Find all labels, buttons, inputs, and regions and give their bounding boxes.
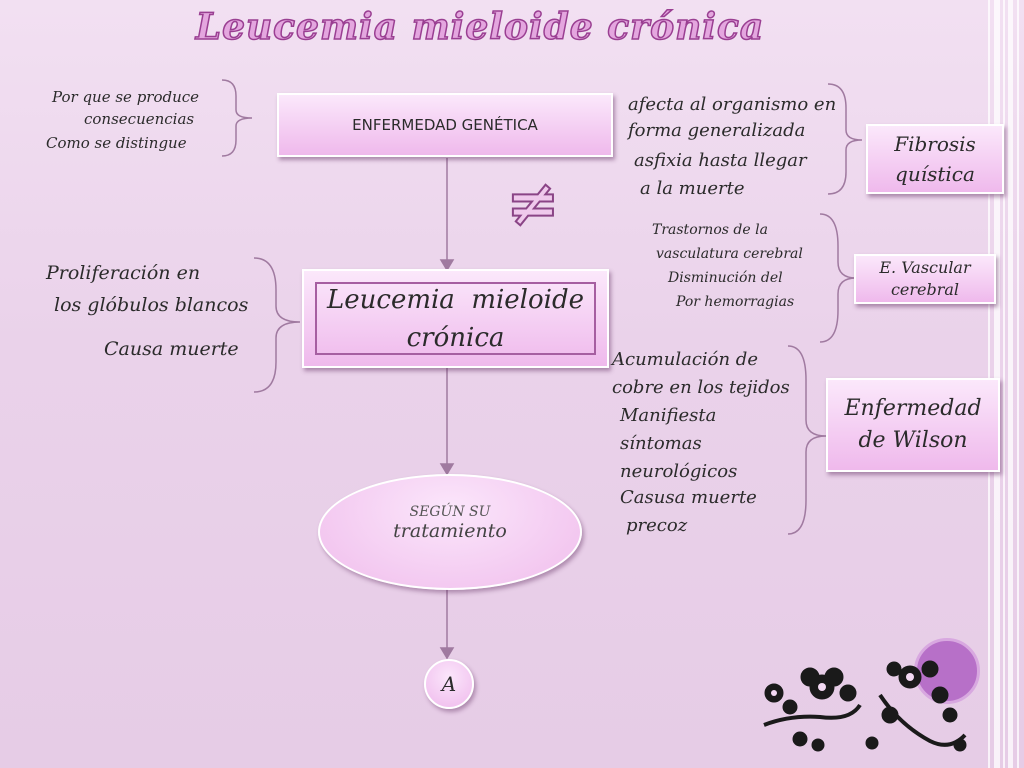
wilson-text-5: neurológicos (620, 461, 738, 482)
wilson-text-1: Acumulación de (612, 349, 758, 370)
question-distinguish: Como se distingue (46, 134, 187, 152)
page-title: Leucemia mieloide crónica (195, 6, 765, 48)
vascular-text-4: Por hemorragias (676, 294, 795, 310)
main-disease-label: Leucemia mieloide crónica (326, 284, 585, 353)
main-disease-box (302, 269, 609, 368)
wilson-text-4: síntomas (620, 433, 702, 454)
wilson-text-3: Manifiesta (620, 405, 717, 426)
flower-ornament-icon (760, 655, 980, 765)
vascular-text-2: vasculatura cerebral (656, 246, 803, 262)
genetic-disease-box (277, 93, 613, 157)
proliferation-line1: Proliferación en (46, 262, 201, 284)
wilson-text-2: cobre en los tejidos (612, 377, 790, 398)
not-equal-symbol: ≠ (506, 166, 560, 241)
fibrosis-text-3: asfixia hasta llegar (634, 150, 807, 171)
treatment-oval (318, 474, 582, 590)
vascular-text-3: Disminución del (668, 270, 783, 286)
vascular-box (854, 254, 996, 304)
genetic-disease-label: ENFERMEDAD GENÉTICA (352, 116, 538, 134)
causes-death-text: Causa muerte (104, 338, 239, 360)
vascular-text-1: Trastornos de la (652, 222, 768, 238)
treatment-oval-small: SEGÚN SU (409, 504, 491, 520)
wilson-box-label: Enfermedad de Wilson (844, 396, 982, 453)
fibrosis-text-4: a la muerte (640, 178, 745, 199)
question-consequences: consecuencias (84, 110, 195, 128)
wilson-text-6: Casusa muerte (620, 487, 757, 508)
connector-circle-a (424, 659, 474, 709)
connector-label: A (441, 672, 457, 696)
proliferation-line2: los glóbulos blancos (54, 294, 249, 316)
wilson-box (826, 378, 1000, 472)
fibrosis-box (866, 124, 1004, 194)
fibrosis-box-label: Fibrosis quística (894, 132, 976, 186)
fibrosis-text-1: afecta al organismo en (628, 94, 837, 115)
question-why: Por que se produce (52, 88, 200, 106)
fibrosis-text-2: forma generalizada (628, 120, 806, 141)
wilson-text-7: precoz (626, 515, 688, 536)
vascular-box-label: E. Vascular cerebral (879, 258, 971, 299)
treatment-oval-big: tratamiento (393, 520, 507, 542)
